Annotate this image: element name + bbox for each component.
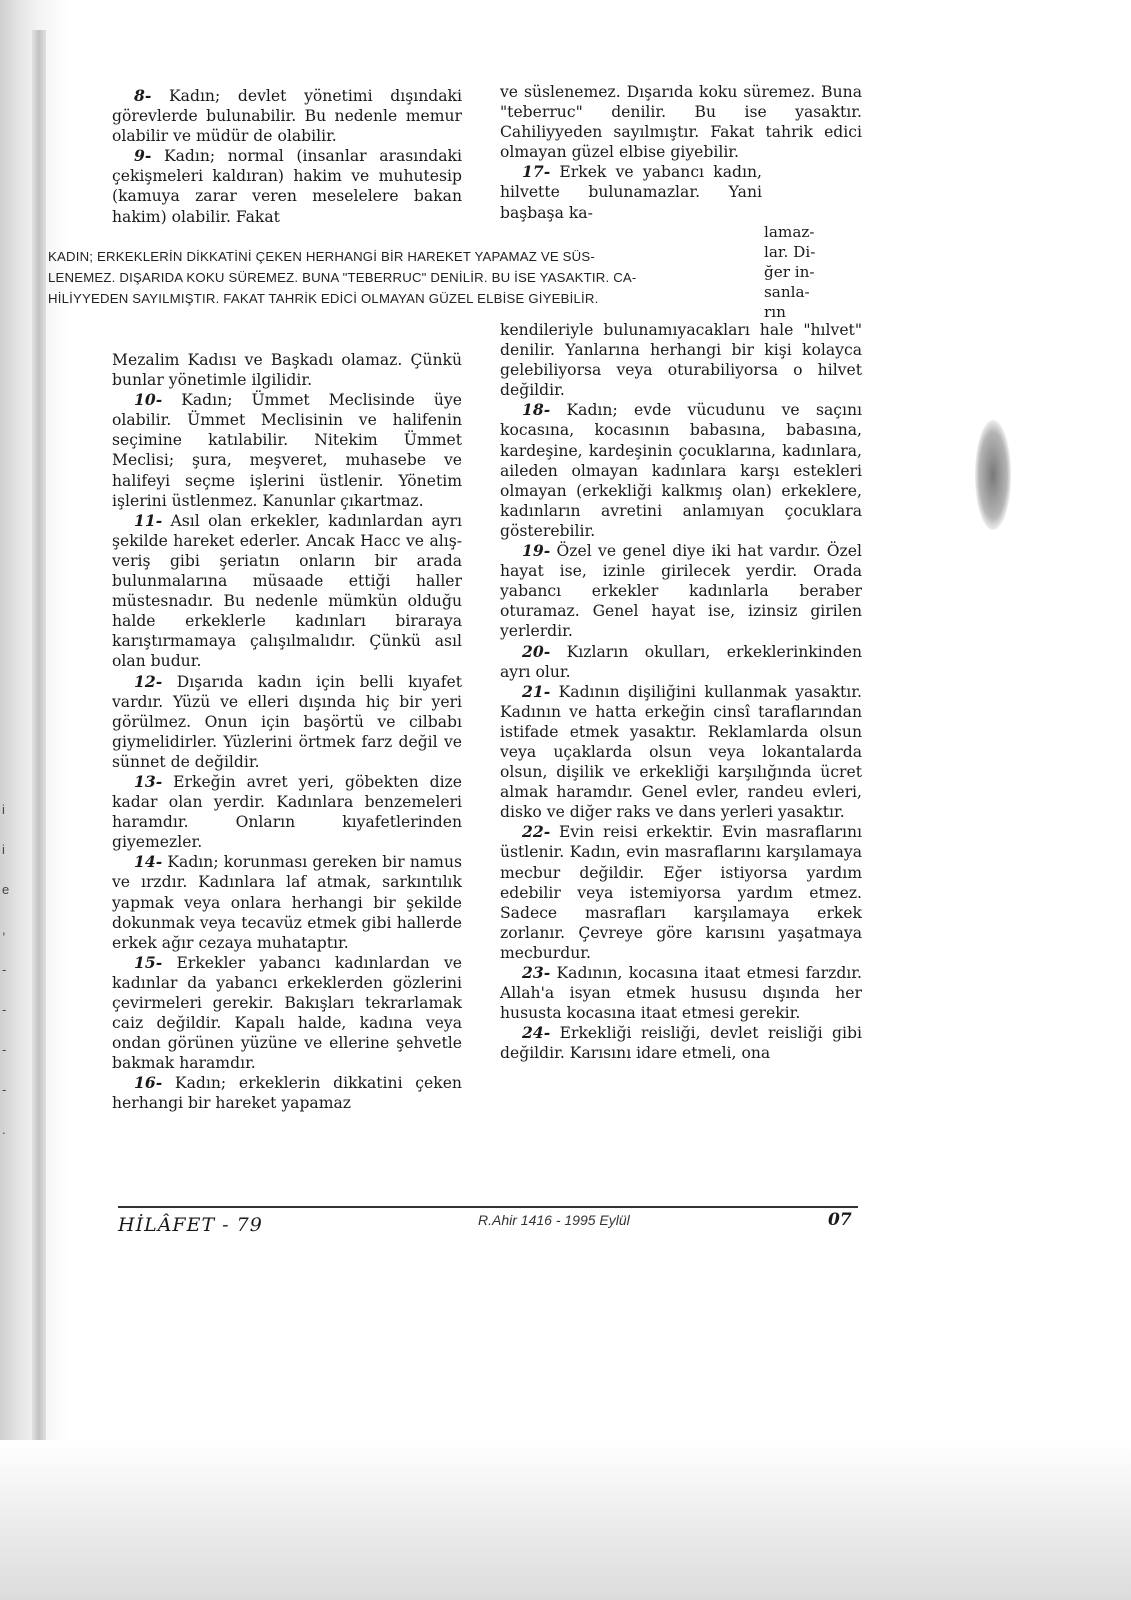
item-number: 24- — [522, 1023, 551, 1043]
item-text: Kadının, kocasına itaat etmesi farzdır. Allah'a isyan etmek hususu dışında her hususta kocasına itaat etmesi gerekir. — [500, 964, 862, 1023]
item-number: 17- — [522, 162, 551, 182]
side-line: ğer in- — [764, 263, 815, 281]
item-text: Erkek ve yabancı kadın, hilvette bulunamazlar. Yani başbaşa ka- — [500, 163, 762, 222]
article-item — [112, 953, 462, 1074]
item-number: 19- — [522, 541, 551, 561]
margin-mark: - — [2, 962, 7, 977]
item-text: Evin reisi erkektir. Evin masraflarını üstlenir. Kadın, evin masraflarını karşılamaya mecbur değildir. Eğer istiyorsa yardım edebilir veya istemiyorsa yardım etmez. Sadece masrafları karşılamaya erkek zorlanır. Çevreye göre karısını yaşatmaya mecburdur. — [500, 823, 862, 962]
pull-quote-line: LENEMEZ. DIŞARIDA KOKU SÜREMEZ. BUNA "TEBERRUC" DENİLİR. BU İSE YASAKTIR. CA- — [48, 270, 637, 285]
magazine-page — [48, 80, 880, 1260]
pull-quote — [48, 246, 760, 309]
article-item — [112, 852, 462, 952]
item-number: 11- — [134, 510, 163, 530]
margin-mark: - — [2, 1042, 7, 1057]
item-text: Kadın; korunması gereken bir namus ve ırzdır. Kadınlara laf atmak, sarkıntılık yapmak veya onlara herhangi bir şekilde dokunmak veya tecavüz etmek gibi hallerde erkek ağır cezaya muhataptır. — [112, 853, 462, 952]
margin-mark: - — [2, 1002, 7, 1017]
column-bottom-right — [500, 320, 862, 1063]
item-text: Erkekliği reisliği, devlet reisliği gibi değildir. Karısını idare etmeli, ona — [500, 1024, 862, 1063]
side-line: sanla- — [764, 283, 810, 301]
page-footer — [118, 1200, 858, 1240]
article-item — [112, 390, 462, 511]
item-text: Kadın; erkeklerin dikkatini çeken herhangi bir hareket yapamaz — [112, 1074, 462, 1113]
item-text: Erkeğin avret yeri, göbekten dize kadar olan yerdir. Kadınlara benzemeleri haramdır. Onların kıyafetlerinden giyemezler. — [112, 772, 462, 852]
item-number: 15- — [134, 952, 163, 972]
article-item — [500, 963, 862, 1023]
item-number: 18- — [522, 400, 551, 420]
column-top-right — [500, 82, 862, 223]
item-number: 9- — [134, 146, 152, 166]
magazine-name: HİLÂFET - 79 — [118, 1214, 263, 1236]
item-number: 13- — [134, 771, 163, 791]
article-item — [500, 1023, 862, 1063]
column-bottom-left — [112, 350, 462, 1114]
item-number: 22- — [522, 822, 551, 842]
margin-mark: , — [2, 922, 6, 937]
article-item — [500, 822, 862, 963]
article-item — [500, 642, 862, 682]
item-text: Kadın; evde vücudunu ve saçını kocasına, kocasının babasına, babasına, kardeşine, kardeşinin çocuklarına, kadınlara, aileden olmayan kadınlara karşı estekleri olmayan (erkekliği kalkmış olan) erkeklere, kadınların avretini anlamıyan çocuklara gösterebilir. — [500, 401, 862, 540]
item-text: Dışarıda kadın için belli kıyafet vardır. Yüzü ve elleri dışında hiç bir yeri görülmez. Onun için başörtü ve cilbabı giymelidirler. Yüzlerini örtmek farz değil ve sünnet de değildir. — [112, 672, 462, 771]
article-item — [500, 400, 862, 541]
book-spine — [32, 30, 46, 1600]
article-item — [112, 511, 462, 672]
article-item — [500, 682, 862, 823]
margin-mark: e — [2, 882, 10, 897]
margin-marks — [2, 790, 16, 1150]
margin-mark: i — [2, 842, 5, 857]
item-number: 21- — [522, 681, 551, 701]
pull-quote-line: HİLİYYEDEN SAYILMIŞTIR. FAKAT TAHRİK EDİCİ OLMAYAN GÜZEL ELBİSE GİYEBİLİR. — [48, 291, 599, 306]
issue-date: R.Ahir 1416 - 1995 Eylül — [478, 1212, 630, 1228]
item-text: Kadın; Ümmet Meclisinde üye olabilir. Ümmet Meclisinin ve halifenin seçimine katılabilir. Nitekim Ümmet Meclisi; şura, meşveret, muhasebe ve halifeyi seçme işlerini üstlenir. Yönetim işlerini üstlenmez. Kanunlar çıkartmaz. — [112, 391, 462, 510]
article-item — [112, 772, 462, 852]
item-number: 8- — [134, 86, 152, 105]
item-number: 16- — [134, 1073, 163, 1093]
item-text: Kadın; normal (insanlar arasındaki çekişmeleri kaldıran) hakim ve muhutesip (kamuya zarar veren meselelere bakan hakim) olabilir. Fakat — [112, 147, 462, 226]
page-number: 07 — [828, 1210, 852, 1230]
scan-smudge — [975, 420, 1011, 530]
margin-mark: . — [2, 1122, 6, 1137]
margin-mark: - — [2, 1082, 7, 1097]
side-line: lamaz- — [764, 223, 815, 241]
item-text: Asıl olan erkekler, kadınlardan ayrı şekilde hareket ederler. Ancak Hacc ve alış-veriş gibi şeriatın onların bir arada bulunmalarına müsaade ettiği haller müstesnadır. Bu nedenle mümkün olduğu halde erkeklerle kadınları biraraya karıştırmamaya çalışılmalıdır. Çünkü asıl olan budur. — [112, 511, 462, 671]
side-line: rın — [764, 303, 786, 321]
paragraph: kendileriyle bulunamıyacakları hale "hılvet" denilir. Yanlarına herhangi bir kişi kolayca gelebiliyorsa veya oturabiliyorsa o hilvet değildir. — [500, 321, 862, 400]
article-item — [500, 162, 762, 222]
item-text: Kadın; devlet yönetimi dışındaki görevlerde bulunabilir. Bu nedenle memur olabilir ve müdür de olabilir. — [112, 87, 462, 146]
pull-quote-line: KADIN; ERKEKLERİN DİKKATİNİ ÇEKEN HERHANGİ BİR HAREKET YAPAMAZ VE SÜS- — [48, 249, 595, 264]
item-number: 14- — [134, 852, 163, 872]
side-line: lar. Di- — [764, 243, 816, 261]
paragraph: Mezalim Kadısı ve Başkadı olamaz. Çünkü bunlar yönetimle ilgilidir. — [112, 351, 462, 390]
item-number: 23- — [522, 963, 551, 982]
item-number: 20- — [522, 641, 551, 661]
article-item — [112, 86, 462, 146]
article-item — [112, 672, 462, 772]
margin-mark: i — [2, 802, 5, 817]
item-text: Kızların okulları, erkeklerinkinden ayrı olur. — [500, 642, 862, 681]
footer-rule — [118, 1206, 858, 1208]
column-side-wrap — [764, 222, 864, 322]
item-text: Kadının dişiliğini kullanmak yasaktır. Kadının ve hatta erkeğin cinsî taraflarından istifade etmek yasaktır. Reklamlarda olsun veya uçaklarda olsun veya lokantalarda olsun, dişilik ve erkekliği karşılığında ücret almak haramdır. Genel evler, randeu evleri, disko ve diğer raks ve dans yerleri yasaktır. — [500, 682, 862, 822]
paragraph: ve süslenemez. Dışarıda koku süremez. Buna "teberruc" denilir. Bu ise yasaktır. Cahiliyyeden sayılmıştır. Fakat tahrik edici olmayan güzel elbise giyebilir. — [500, 83, 862, 162]
article-item — [500, 541, 862, 641]
item-number: 10- — [134, 390, 163, 410]
item-text: Özel ve genel diye iki hat vardır. Özel hayat ise, izinle girilecek yerdir. Orada yabancı erkekler kadınlarla beraber oturamaz. Genel hayat ise, izinsiz girilen yerlerdir. — [500, 542, 862, 641]
item-number: 12- — [134, 671, 163, 691]
article-item — [112, 146, 462, 226]
column-top-left — [112, 86, 462, 227]
article-item — [112, 1073, 462, 1113]
item-text: Erkekler yabancı kadınlardan ve kadınlar da yabancı erkeklerden gözlerini çevirmeleri gerekir. Bakışları tekrarlamak caiz değildir. Kapalı halde, kadına veya ondan görünen yüzüne ve ellerine şehvetle bakmak haramdır. — [112, 953, 462, 1073]
bottom-scan-shadow — [0, 1440, 1131, 1600]
